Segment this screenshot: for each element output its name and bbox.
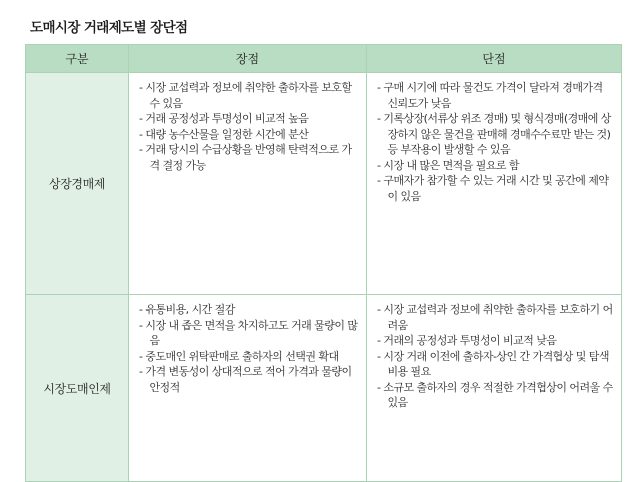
header-pros: 장점 (129, 45, 367, 73)
comparison-table (25, 44, 622, 482)
cons-item: - 구매 시기에 따라 물건도 가격이 달라져 경매가격 신뢰도가 낮음 (377, 81, 603, 110)
table-row-auction (26, 73, 622, 295)
cons-item: - 거래의 공정성과 투명성이 비교적 낮음 (377, 334, 557, 347)
category-cell: 시장도매인제 (26, 295, 129, 482)
cons-cell (367, 295, 622, 482)
pros-item: - 거래 당시의 수급상황을 반영해 탄력적으로 가격 결정 가능 (139, 143, 352, 172)
category-cell: 상장경매제 (26, 73, 129, 295)
pros-cell (129, 73, 367, 295)
cons-item: - 시장 거래 이전에 출하자-상인 간 가격협상 및 탐색 비용 필요 (377, 349, 609, 378)
pros-item: - 중도매인 위탁판매로 출하자의 선택권 확대 (139, 349, 339, 363)
pros-item: - 시장 내 좁은 면적을 차지하고도 거래 물량이 많음 (139, 318, 358, 347)
pros-item: - 시장 교섭력과 정보에 취약한 출하자를 보호할 수 있음 (139, 81, 352, 110)
cons-cell (367, 73, 622, 295)
pros-item: - 유통비용, 시간 절감 (139, 303, 235, 316)
table-row-market-wholesaler (26, 295, 622, 482)
cons-item: - 구매자가 참가할 수 있는 거래 시간 및 공간에 제약이 있음 (377, 174, 609, 203)
header-category: 구분 (26, 45, 129, 73)
table-caption: 도매시장 거래제도별 장단점 (30, 20, 188, 36)
pros-cell (129, 295, 367, 482)
header-cons: 단점 (367, 45, 622, 73)
pros-item: - 대량 농수산물을 일정한 시간에 분산 (139, 127, 309, 141)
header-row (26, 45, 622, 73)
pros-item: - 거래 공정성과 투명성이 비교적 높음 (139, 112, 309, 125)
cons-item: - 시장 교섭력과 정보에 취약한 출하자를 보호하기 어려움 (377, 303, 613, 332)
cons-item: - 시장 내 많은 면적을 필요로 함 (377, 158, 520, 172)
cons-item: - 소규모 출하자의 경우 적절한 가격협상이 어려울 수 있음 (377, 380, 613, 409)
cons-item: - 기록상장(서류상 위조 경매) 및 형식경매(경매에 상장하지 않은 물건을 판매해 경매수수료만 받는 것) 등 부작용이 발생할 수 있음 (377, 112, 611, 156)
pros-item: - 가격 변동성이 상대적으로 적어 가격과 물량이 안정적 (139, 365, 352, 394)
